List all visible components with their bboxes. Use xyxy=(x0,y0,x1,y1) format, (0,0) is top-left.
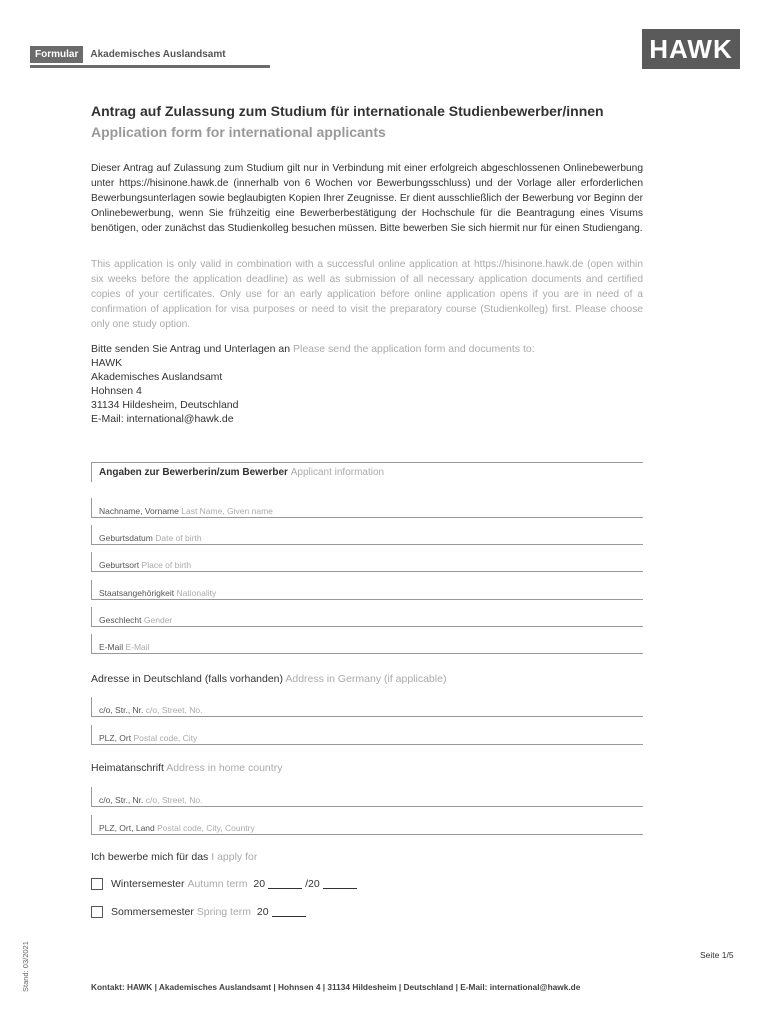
heading-de: Ich bewerbe mich für das xyxy=(91,851,209,863)
footer-contact: Kontakt: HAWK | Akademisches Auslandsamt | Hohnsen 4 | 31134 Hildesheim | Deutschland | E-Mail: international@hawk.de xyxy=(91,982,581,992)
field-label: PLZ, Ort, Land xyxy=(99,823,155,833)
field-label-en: Nationality xyxy=(176,588,217,598)
applicant-section-heading xyxy=(91,462,643,482)
send-label xyxy=(91,342,643,356)
birthdate-field[interactable] xyxy=(91,525,643,545)
field-label: c/o, Str., Nr. xyxy=(99,795,144,805)
field-label: Nachname, Vorname xyxy=(99,506,179,516)
address-line: HAWK xyxy=(91,357,123,369)
field-label: PLZ, Ort xyxy=(99,733,132,743)
field-label-en: Place of birth xyxy=(141,560,192,570)
address-line: Akademisches Auslandsamt xyxy=(91,371,223,383)
lastname-field[interactable] xyxy=(91,498,643,518)
home-address-heading xyxy=(91,762,282,774)
year-separator: /20 xyxy=(305,878,320,890)
option-label-en: Autumn term xyxy=(187,878,248,890)
heading-de: Adresse in Deutschland (falls vorhanden) xyxy=(91,673,284,685)
nationality-field[interactable] xyxy=(91,580,643,600)
winter-year-blank[interactable] xyxy=(268,879,302,889)
summer-term-option xyxy=(91,906,309,918)
page-number: Seite 1/5 xyxy=(700,950,734,960)
option-label-en: Spring term xyxy=(196,906,252,918)
address-line: Hohnsen 4 xyxy=(91,385,142,397)
option-label: Wintersemester xyxy=(111,878,185,890)
address-line: 31134 Hildesheim, Deutschland xyxy=(91,399,239,411)
option-label: Sommersemester xyxy=(111,906,194,918)
year-prefix: 20 xyxy=(253,878,266,890)
page-subtitle: Application form for international applicants xyxy=(91,124,386,140)
field-label: Geburtsort xyxy=(99,560,140,570)
field-label-en: c/o, Street, No. xyxy=(145,705,203,715)
heading-en: Address in home country xyxy=(166,762,283,774)
apply-heading xyxy=(91,851,257,863)
send-label-en: Please send the application form and documents to: xyxy=(292,343,535,355)
field-label: c/o, Str., Nr. xyxy=(99,705,144,715)
send-label-de: Bitte senden Sie Antrag und Unterlagen an xyxy=(91,343,291,355)
winter-term-checkbox[interactable] xyxy=(91,878,103,890)
header-bar xyxy=(30,46,226,63)
heading-de: Angaben zur Bewerberin/zum Bewerber xyxy=(99,467,288,478)
summer-year-blank[interactable] xyxy=(272,907,306,917)
home-city-field[interactable] xyxy=(91,815,643,835)
form-tag: Formular xyxy=(30,46,83,63)
field-label: E-Mail xyxy=(99,642,124,652)
version-note: Stand: 03/2021 xyxy=(21,941,30,992)
field-label-en: Last Name, Given name xyxy=(181,506,273,516)
germany-city-field[interactable] xyxy=(91,725,643,745)
header-rule xyxy=(30,65,270,68)
address-line: E-Mail: international@hawk.de xyxy=(91,413,234,425)
hawk-logo: HAWK xyxy=(642,29,740,69)
heading-en: Address in Germany (if applicable) xyxy=(285,673,447,685)
field-label-en: Date of birth xyxy=(155,533,202,543)
field-label: Geschlecht xyxy=(99,615,142,625)
germany-street-field[interactable] xyxy=(91,697,643,717)
field-label: Staatsangehörigkeit xyxy=(99,588,175,598)
heading-en: Applicant information xyxy=(290,467,385,478)
summer-term-checkbox[interactable] xyxy=(91,906,103,918)
send-address-block xyxy=(91,342,643,426)
winter-year2-blank[interactable] xyxy=(323,879,357,889)
germany-address-heading xyxy=(91,673,446,685)
home-street-field[interactable] xyxy=(91,787,643,807)
field-label-en: Postal code, City, Country xyxy=(157,823,255,833)
intro-english: This application is only valid in combination with a successful online application at https://hisinone.hawk.de (open within six weeks before the application deadline) as well as submission of all necessary application documents and certified copies of your certificates. Only use for an early application before online application opens if you are in need of a confirmation of application for visa purposes or need to visit the preparatory course (Studienkolleg) first. Please choose only one study option. xyxy=(91,259,643,330)
winter-term-option xyxy=(91,878,360,890)
gender-field[interactable] xyxy=(91,607,643,627)
year-prefix: 20 xyxy=(256,906,269,918)
field-label: Geburtsdatum xyxy=(99,533,153,543)
field-label-en: c/o, Street, No. xyxy=(145,795,203,805)
department-label: Akademisches Auslandsamt xyxy=(90,49,226,60)
birthplace-field[interactable] xyxy=(91,552,643,572)
field-label-en: E-Mail xyxy=(125,642,150,652)
heading-de: Heimatanschrift xyxy=(91,762,164,774)
email-field[interactable] xyxy=(91,634,643,654)
page-title: Antrag auf Zulassung zum Studium für internationale Studienbewerber/innen xyxy=(91,103,604,119)
heading-en: I apply for xyxy=(211,851,258,863)
field-label-en: Postal code, City xyxy=(133,733,198,743)
intro-german: Dieser Antrag auf Zulassung zum Studium gilt nur in Verbindung mit einer erfolgreich abgeschlossenen Onlinebewerbung unter https://hisinone.hawk.de (innerhalb von 6 Wochen vor Bewerbungsschluss) und der Vorlage aller erforderlichen Bewerbungsunterlagen sowie beglaubigten Kopien Ihrer Zeugnisse. Er dient ausschließlich der Bewerbung vor Beginn der Onlinebewerbung, wenn Sie frühzeitig eine Bewerberbestätigung der Hochschule für die Beantragung eines Visums benötigen, oder zunächst das Studienkolleg besuchen müssen. Bitte bewerben Sie sich hiermit nur für einen Studiengang. xyxy=(91,163,643,234)
field-label-en: Gender xyxy=(143,615,173,625)
